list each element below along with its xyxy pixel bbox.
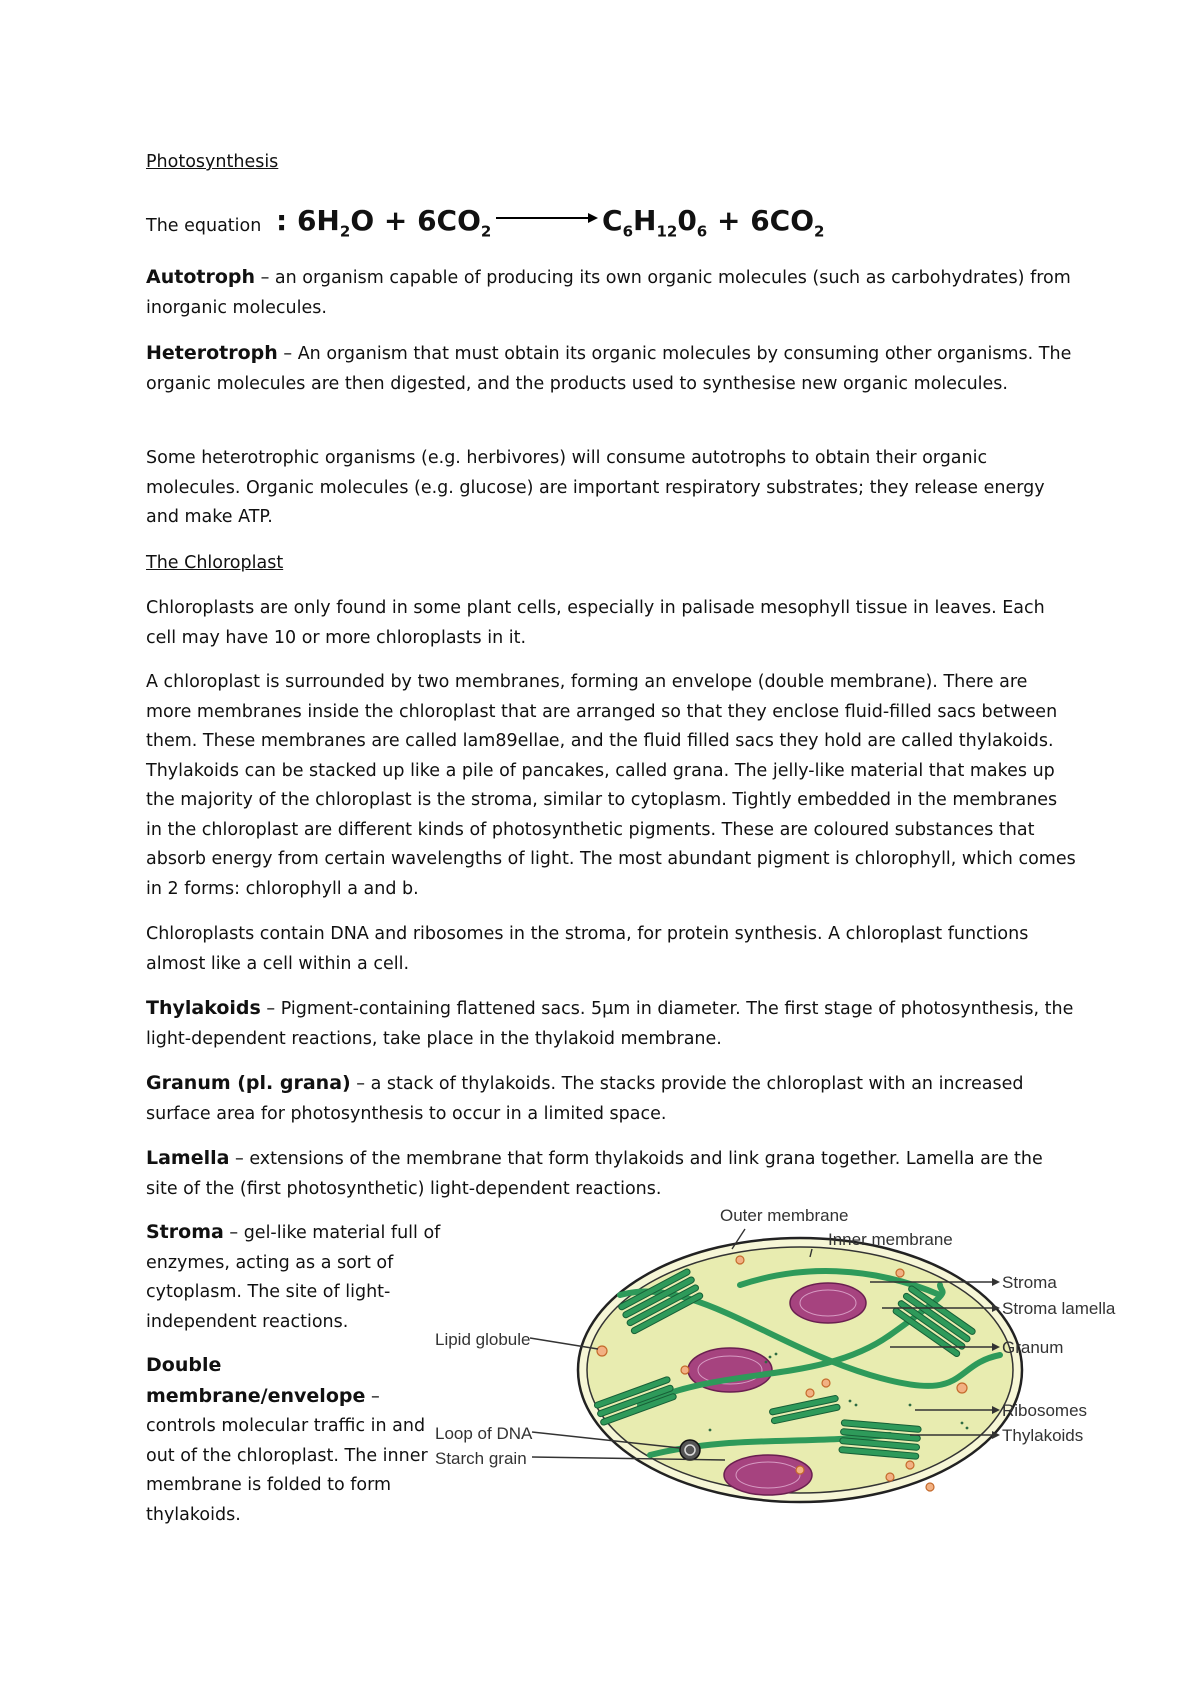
chloroplast-diagram [435,1205,1130,1505]
equation-reactants: : $6H_2O + 6CO_2$ [276,204,492,241]
label-loop-of-dna: Loop of DNA [435,1424,533,1443]
label-lipid-globule: Lipid globule [435,1330,531,1349]
dna-loop-icon [680,1440,700,1460]
heterotrophic-paragraph: Some heterotrophic organisms (e.g. herbivores) will consume autotrophs to obtain their organic molecules. Organic molecules (e.g. glucose) are important respiratory substrates; they release energy and make ATP. [146,448,1045,527]
chloroplast-found-paragraph: Chloroplasts are only found in some plant cells, especially in palisade mesophyll tissue in leaves. Each cell may have 10 or more chloroplasts in it. [146,598,1045,648]
label-outer-membrane: Outer membrane [720,1206,849,1225]
thylakoids-definition: Thylakoids – Pigment-containing flattened sacs. 5μm in diameter. The first stage of photosynthesis, the light-dependent reactions, take place in the thylakoid membrane. [146,997,1074,1049]
equation-label: The equation [146,216,262,236]
document-title: Photosynthesis [146,152,279,172]
label-granum: Granum [1002,1338,1064,1357]
granum-definition: Granum (pl. grana) – a stack of thylakoids. The stacks provide the chloroplast with an increased surface area for photosynthesis to occur in a limited space. [146,1072,1024,1124]
label-ribosomes: Ribosomes [1002,1401,1088,1420]
stroma-definition: Stroma – gel-like material full of enzymes, acting as a sort of cytoplasm. The site of light-independent reactions. [146,1221,441,1332]
lamella-definition: Lamella – extensions of the membrane that form thylakoids and link grana together. Lamella are the site of the (first photosynthetic) light-dependent reactions. [146,1147,1043,1199]
chloroplast-heading: The Chloroplast [146,553,284,573]
reaction-arrow-icon [494,208,598,228]
chloroplast-dna-paragraph: Chloroplasts contain DNA and ribosomes in the stroma, for protein synthesis. A chloroplast functions almost like a cell within a cell. [146,924,1029,974]
double-membrane-definition: Double membrane/envelope – controls molecular traffic in and out of the chloroplast. The inner membrane is folded to form thylakoids. [146,1354,428,1525]
chloroplast-diagram-svg [435,1205,1130,1505]
autotroph-definition: Autotroph – an organism capable of producing its own organic molecules (such as carbohydrates) from inorganic molecules. [146,266,1071,318]
label-stroma: Stroma [1002,1273,1057,1292]
label-inner-membrane: Inner membrane [828,1230,953,1249]
label-starch-grain: Starch grain [435,1449,527,1468]
label-thylakoids: Thylakoids [1002,1426,1084,1445]
heterotroph-definition: Heterotroph – An organism that must obtain its organic molecules by consuming other organisms. The organic molecules are then digested, and the products used to synthesise new organic molecules. [146,342,1072,394]
label-stroma-lamella: Stroma lamella [1002,1299,1116,1318]
side-definitions [146,1218,446,1544]
equation-products: $C_6H_{12}0_6 + 6CO_2$ [602,204,825,241]
chloroplast-structure-paragraph: A chloroplast is surrounded by two membranes, forming an envelope (double membrane). There are more membranes inside the chloroplast that are arranged so that they enclose fluid-filled sacs between them. These membranes are called lam89ellae, and the fluid filled sacs they hold are called thylakoids. Thylakoids can be stacked up like a pile of pancakes, called grana. The jelly-like material that makes up the majority of the chloroplast is the stroma, similar to cytoplasm. Tightly embedded in the membranes in the chloroplast are different kinds of photosynthetic pigments. These are coloured substances that absorb energy from certain wavelengths of light. The most abundant pigment is chlorophyll, which comes in 2 forms: chlorophyll a and b. [146,672,1076,899]
